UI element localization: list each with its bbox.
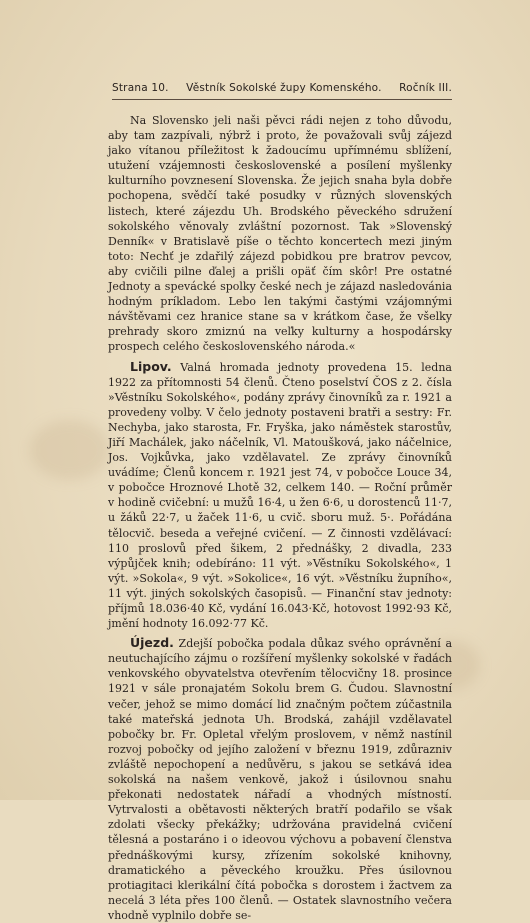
volume-number: Ročník III.: [399, 82, 452, 94]
paragraph-ujezd: [108, 635, 452, 923]
paper-stain: [30, 420, 110, 480]
paragraph-lead: Újezd.: [130, 635, 174, 651]
paragraph-text: Na Slovensko jeli naši pěvci rádi nejen z toho důvodu, aby tam zazpívali, nýbrž i proto, že považovali svůj zájezd jako vítanou příležitost k žadoucímu upřímnému sblížení, utužení vzájemnosti československé a posílení myšlenky kulturního povznesení Slovenska. Že jejich snaha byla dobře pochopena, svědčí také posudky v různých slovenských listech, které zájezdu Uh. Brodského pěveckého sdružení sokolského věnovaly zvláštní pozornost. Tak »Slovenský Denník« v Bratislavě píše o těchto koncertech mezi jiným toto: Nechť je zdařilý zájezd pobidkou pre bratrov pevcov, aby cvičili pilne ďalej a prišli opäť čím skôr! Pre ostatné Jednoty a spevácké spolky české nech je zájazd nasledovánia hodným príkladom. Lebo len takými častými vzájomnými návštěvami cez hranice stane sa v krátkom čase, že všelky prehrady skoro zmiznú na veľky kulturny a hospodársky prospech celého československého národa.«: [108, 114, 452, 354]
article-body: [108, 113, 452, 923]
publication-title: Věstník Sokolské župy Komenského.: [186, 82, 382, 94]
paragraph-singing-tour: [108, 113, 452, 355]
header-rule: [112, 99, 452, 100]
paragraph-lipov: [108, 359, 452, 632]
paragraph-lead: Lipov.: [130, 358, 172, 374]
page-number: Strana 10.: [112, 82, 169, 94]
paragraph-text: Valná hromada jednoty provedena 15. ledna 1922 za přítomnosti 54 členů. Čteno poselství ČOS z 2. čísla »Věstníku Sokolského«, podány zprávy činovníků za r. 1921 a provedeny volby. V čelo jednoty postaveni bratři a sestry: Fr. Nechyba, jako starosta, Fr. Fryška, jako náměstek starostův, Jiří Machálek, jako náčelník, Vl. Matoušková, jako náčelnice, Jos. Vojkůvka, jako vzdělavatel. Ze zprávy činovníků uvádíme; Členů koncem r. 1921 jest 74, v pobočce Louce 34, v pobočce Hroznové Lhotě 32, celkem 140. — Roční průměr v hodině cvičební: u mužů 16·4, u žen 6·6, u dorostenců 11·7, u žáků 22·7, u žaček 11·6, u cvič. sboru muž. 5·. Pořádána tělocvič. beseda a veřejné cvičení. — Z činnosti vzdělávací: 110 proslovů před šikem, 2 přednášky, 2 divadla, 233 výpůjček knih; odebíráno: 11 výt. »Věstníku Sokolského«, 1 výt. »Sokola«, 9 výt. »Sokolice«, 16 výt. »Věstníku župního«, 11 výt. jiných sokolských časopisů. — Finanční stav jednoty: příjmů 18.036·40 Kč, vydání 16.043·Kč, hotovost 1992·93 Kč, jmění hodnoty 16.092·77 Kč.: [108, 360, 452, 631]
page-header: [112, 82, 452, 94]
paragraph-text: Zdejší pobočka podala důkaz svého oprávnění a neutuchajícího zájmu o rozšíření myšlenky sokolské v řadách venkovského obyvatelstva otevřením tělocvičny 18. prosince 1921 v sále pronajatém Sokolu brem G. Čudou. Slavnostní večer, jehož se mimo domácí lid značným počtem zúčastnila také mateřská jednota Uh. Brodská, zahájil vzdělavatel pobočky br. Fr. Opletal vřelým proslovem, v němž nastínil rozvoj pobočky od jejího založení v březnu 1919, zdůrazniv zvláště nepochopení a nedůvěru, s jakou se setkává idea sokolská na našem venkově, jakož i úsilovnou snahu překonati nedostatek nářadí a vhodných místností. Vytrvalosti a obětavosti některých bratří podařilo se však zdolati všecky překážky; udržována pravidelná cvičení tělesná a postaráno i o ideovou výchovu a pobavení členstva přednáškovými kursy, zřízením sokolské knihovny, dramatického a pěveckého kroužku. Přes úsilovnou protiagitaci klerikální čítá pobočka s dorostem i žactvem za necelá 3 léta přes 100 členů. — Ostatek slavnostního večera vhodně vyplnilo dobře se-: [108, 637, 452, 922]
